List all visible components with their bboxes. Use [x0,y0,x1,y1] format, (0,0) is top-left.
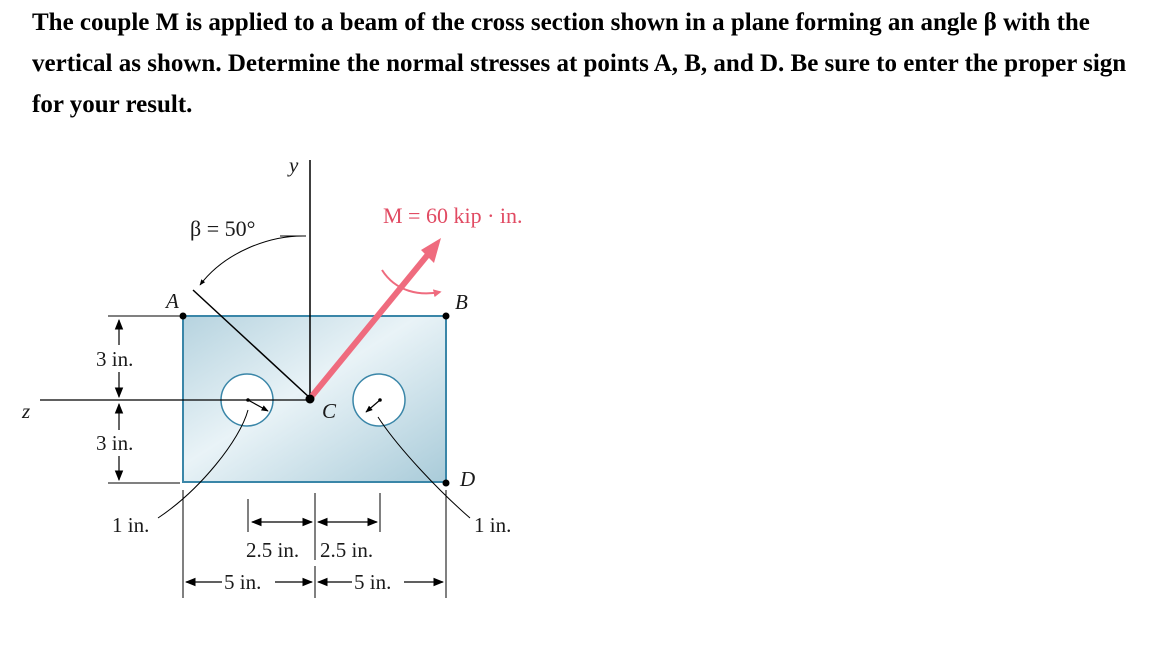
point-b-dot [443,313,450,320]
dim-top-half-label: 3 in. [96,347,134,371]
dim-half-width-left-label: 5 in. [224,570,262,594]
dim-hole-offset-right-label: 2.5 in. [320,538,374,562]
z-axis-label: z [22,399,31,423]
point-a-dot [180,313,187,320]
beta-label: β = 50° [190,216,256,241]
centroid-dot [306,395,315,404]
dim-hole-offset-left-label: 2.5 in. [246,538,300,562]
point-a-label: A [166,289,179,313]
hole-left-center [246,398,250,402]
moment-label: M = 60 kip · in. [383,203,523,228]
point-c-label: C [322,399,337,423]
y-axis-label: y [289,153,299,177]
hole-right-radius-label: 1 in. [474,513,512,537]
beta-angle-arc [200,236,306,285]
problem-statement: The couple M is applied to a beam of the cross section shown in a plane forming an angle β with the vertical as shown. Determine the normal stresses at points A, B, and D. Be sure to enter the proper sign for your result. [32,9,1127,118]
point-d-dot [443,480,450,487]
point-d-label: D [460,467,476,491]
hole-right-center [378,398,382,402]
point-b-label: B [455,290,468,314]
hole-left-radius-label: 1 in. [112,513,150,537]
dim-bottom-half-label: 3 in. [96,431,134,455]
dim-half-width-right-label: 5 in. [354,570,392,594]
